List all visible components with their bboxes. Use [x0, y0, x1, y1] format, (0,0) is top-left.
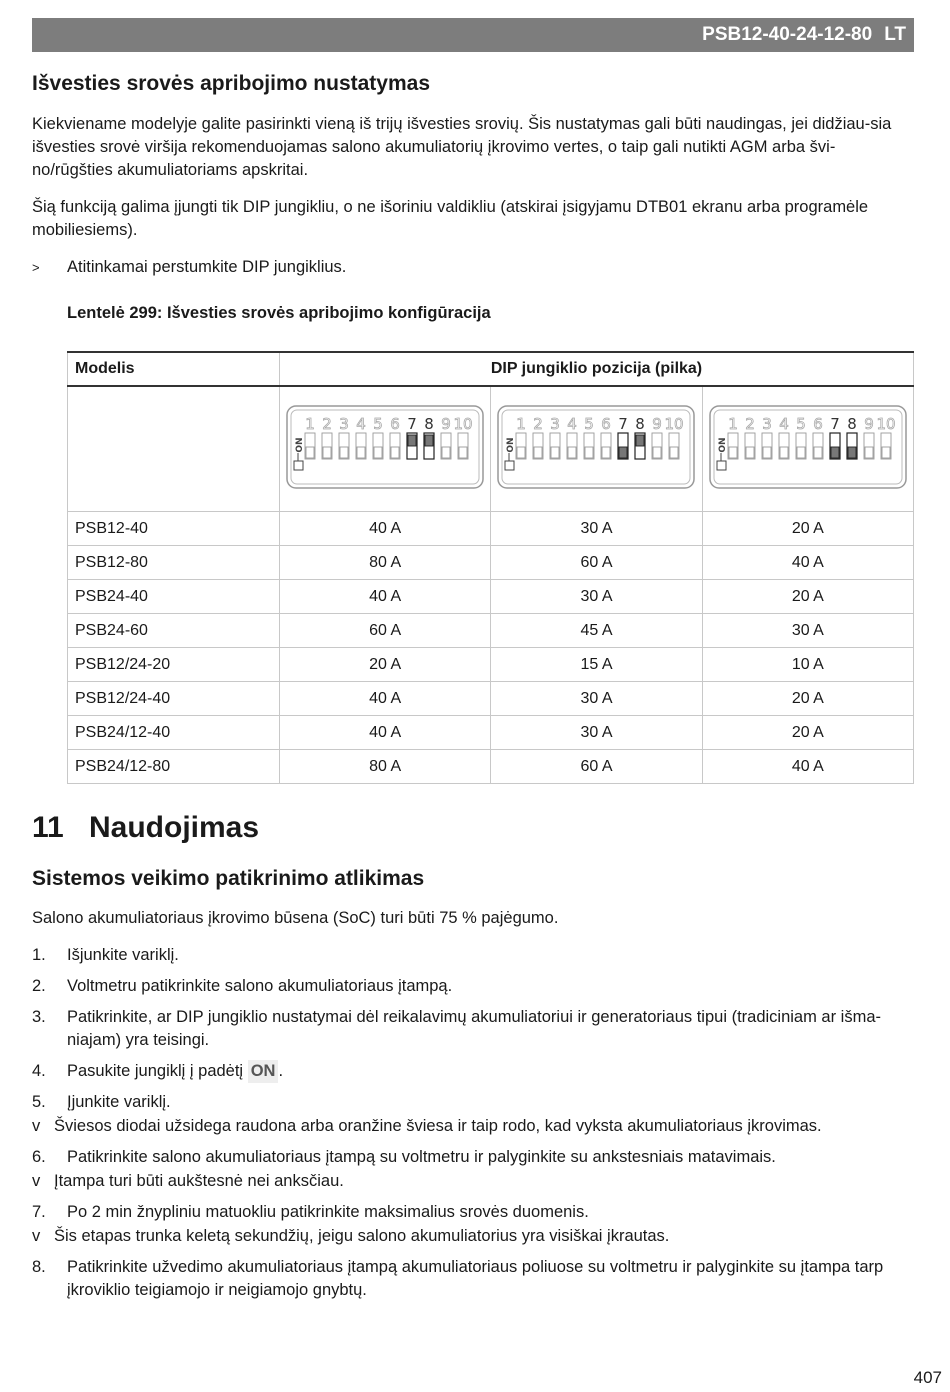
- switch-slot: [652, 433, 662, 459]
- instruction-text: Atitinkamai perstumkite DIP jungiklius.: [67, 258, 347, 276]
- switch-slot: [830, 433, 840, 459]
- instruction-bullet: [32, 256, 632, 280]
- table-row: [68, 512, 914, 546]
- switch-slot: [356, 433, 366, 459]
- switch-slot: [441, 433, 451, 459]
- step-item: [32, 944, 912, 967]
- step-text: Išjunkite variklį.: [67, 946, 179, 964]
- model-cell: PSB12/24-40: [68, 682, 280, 716]
- switch-number-label: 7: [830, 414, 840, 433]
- value-cell-3: 20 A: [702, 580, 913, 614]
- step-item: [32, 1201, 912, 1248]
- table-header-dip: DIP jungiklio pozicija (pilka): [280, 352, 914, 386]
- steps-list: [32, 944, 912, 1310]
- on-label: ON: [295, 436, 306, 453]
- value-cell-3: 30 A: [702, 614, 913, 648]
- step-number: 2.: [32, 977, 46, 995]
- switch-number-label: 5: [796, 414, 806, 433]
- switch-slot: [762, 433, 772, 459]
- model-cell: PSB24/12-80: [68, 750, 280, 784]
- switch-slot: [881, 433, 891, 459]
- step-text: Patikrinkite, ar DIP jungiklio nustatymai dėl reikalavimų akumuliatoriui ir generatoriaus tipui (tradiciniam ar išma-niajam) yra teisingi.: [67, 1008, 882, 1049]
- switch-number-label: 3: [339, 414, 349, 433]
- switch-number-label: 1: [516, 414, 527, 433]
- value-cell-3: 20 A: [702, 512, 913, 546]
- value-cell-2: 30 A: [491, 716, 702, 750]
- step-text-end: .: [278, 1062, 284, 1080]
- value-cell-2: 60 A: [491, 750, 702, 784]
- value-cell-1: 80 A: [280, 750, 491, 784]
- switch-slot: [550, 433, 560, 459]
- value-cell-2: 45 A: [491, 614, 702, 648]
- value-cell-1: 60 A: [280, 614, 491, 648]
- switch-knob: [306, 447, 314, 458]
- value-cell-3: 10 A: [702, 648, 913, 682]
- result-text: Įtampa turi būti aukštesnė nei anksčiau.: [54, 1172, 344, 1190]
- switch-number-label: 8: [635, 414, 646, 433]
- switch-knob: [374, 447, 382, 458]
- section-title-current-limit: Išvesties srovės apribojimo nustatymas: [32, 72, 431, 95]
- switch-knob: [797, 447, 805, 458]
- switch-knob: [585, 447, 593, 458]
- model-cell: PSB12-40: [68, 512, 280, 546]
- switch-number-label: 5: [373, 414, 383, 433]
- step-text: Patikrinkite užvedimo akumuliatoriaus įtampą akumuliatoriaus poliuose su voltmetru ir palyginkite su įtampa tarp įkroviklio teigiamojo ir neigiamojo gnybtų.: [67, 1258, 884, 1299]
- table-caption: Lentelė 299: Išvesties srovės apribojimo konfigūracija: [67, 304, 491, 322]
- switch-knob: [780, 447, 788, 458]
- chapter-heading: [32, 811, 259, 845]
- switch-slot: [618, 433, 628, 459]
- switch-slot: [728, 433, 738, 459]
- switch-knob: [848, 447, 856, 458]
- value-cell-1: 40 A: [280, 580, 491, 614]
- switch-number-label: 5: [584, 414, 595, 433]
- step-number: 3.: [32, 1008, 46, 1026]
- bullet-arrow-icon: >: [32, 260, 40, 275]
- off-reference-box: [717, 461, 726, 470]
- table-row: [68, 614, 914, 648]
- value-cell-1: 80 A: [280, 546, 491, 580]
- switch-number-label: 10: [453, 414, 473, 433]
- value-cell-2: 15 A: [491, 648, 702, 682]
- switch-slot: [424, 433, 434, 459]
- switch-number-label: 7: [407, 414, 417, 433]
- value-cell-1: 40 A: [280, 682, 491, 716]
- switch-knob: [636, 435, 644, 446]
- switch-slot: [322, 433, 332, 459]
- switch-knob: [459, 447, 467, 458]
- value-cell-2: 30 A: [491, 512, 702, 546]
- dip-row-empty-cell: [68, 386, 280, 512]
- switch-knob: [602, 447, 610, 458]
- step-text: Po 2 min žnypliniu matuokliu patikrinkite maksimalius srovės duomenis.: [67, 1203, 589, 1221]
- switch-knob: [814, 447, 822, 458]
- model-cell: PSB24-40: [68, 580, 280, 614]
- step-item: [32, 1091, 912, 1138]
- step-result: [32, 1170, 877, 1193]
- page-header: [32, 18, 914, 52]
- header-language: LT: [884, 24, 906, 45]
- switch-slot: [864, 433, 874, 459]
- value-cell-2: 30 A: [491, 580, 702, 614]
- switch-slot: [305, 433, 315, 459]
- header-model: PSB12-40-24-12-80: [702, 24, 873, 45]
- switch-number-label: 9: [864, 414, 874, 433]
- step-item: [32, 1006, 912, 1052]
- switch-knob: [882, 447, 890, 458]
- switch-slot: [601, 433, 611, 459]
- switch-slot: [779, 433, 789, 459]
- table-row: [68, 750, 914, 784]
- switch-number-label: 2: [322, 414, 332, 433]
- off-reference-box: [505, 461, 514, 470]
- page-number: 407: [913, 1368, 942, 1387]
- table-header-model: Modelis: [68, 352, 280, 386]
- step-result: [32, 1225, 877, 1248]
- switch-number-label: 6: [601, 414, 612, 433]
- switch-number-label: 4: [356, 414, 366, 433]
- value-cell-3: 20 A: [702, 716, 913, 750]
- dip-cell-1: [280, 386, 491, 512]
- switch-knob: [323, 447, 331, 458]
- switch-knob: [831, 447, 839, 458]
- step-number: 5.: [32, 1093, 46, 1111]
- switch-number-label: 6: [390, 414, 400, 433]
- switch-knob: [865, 447, 873, 458]
- switch-number-label: 9: [652, 414, 663, 433]
- switch-number-label: 10: [664, 414, 685, 433]
- switch-number-label: 8: [424, 414, 434, 433]
- switch-knob: [534, 447, 542, 458]
- result-chevron-icon: v: [32, 1117, 41, 1135]
- switch-number-label: 1: [305, 414, 315, 433]
- step-number: 8.: [32, 1258, 46, 1276]
- on-label: ON: [717, 436, 728, 453]
- on-key-label: ON: [248, 1060, 279, 1083]
- step-number: 6.: [32, 1148, 46, 1166]
- switch-knob: [517, 447, 525, 458]
- current-limit-table: [67, 351, 914, 784]
- chapter-title: Naudojimas: [89, 811, 260, 844]
- switch-knob: [408, 435, 416, 446]
- dip-switch-diagram-1: [286, 405, 484, 494]
- switch-slot: [390, 433, 400, 459]
- switch-number-label: 3: [762, 414, 772, 433]
- switch-slot: [373, 433, 383, 459]
- switch-slot: [339, 433, 349, 459]
- switch-number-label: 2: [533, 414, 544, 433]
- dip-switch-diagram-2: [497, 405, 695, 494]
- switch-knob: [340, 447, 348, 458]
- step-text: Voltmetru patikrinkite salono akumuliatoriaus įtampą.: [67, 977, 453, 995]
- switch-number-label: 6: [813, 414, 823, 433]
- section-title-system-check: Sistemos veikimo patikrinimo atlikimas: [32, 867, 425, 890]
- switch-number-label: 1: [728, 414, 738, 433]
- switch-knob: [391, 447, 399, 458]
- result-chevron-icon: v: [32, 1227, 41, 1245]
- dip-cell-3: [702, 386, 913, 512]
- switch-slot: [458, 433, 468, 459]
- switch-slot: [567, 433, 577, 459]
- value-cell-1: 20 A: [280, 648, 491, 682]
- chapter-number: 11: [32, 811, 64, 844]
- value-cell-1: 40 A: [280, 512, 491, 546]
- switch-number-label: 9: [441, 414, 451, 433]
- model-cell: PSB12-80: [68, 546, 280, 580]
- switch-knob: [551, 447, 559, 458]
- switch-slot: [796, 433, 806, 459]
- dip-switch-svg: [286, 405, 484, 489]
- dip-cell-2: [491, 386, 702, 512]
- off-reference-box: [294, 461, 303, 470]
- step-number: 7.: [32, 1203, 46, 1221]
- switch-slot: [745, 433, 755, 459]
- switch-slot: [407, 433, 417, 459]
- value-cell-1: 40 A: [280, 716, 491, 750]
- switch-number-label: 8: [847, 414, 857, 433]
- value-cell-3: 20 A: [702, 682, 913, 716]
- step-item: [32, 1146, 912, 1193]
- switch-number-label: 7: [618, 414, 629, 433]
- switch-knob: [653, 447, 661, 458]
- switch-number-label: 4: [779, 414, 789, 433]
- model-cell: PSB24-60: [68, 614, 280, 648]
- step-item: [32, 1060, 912, 1083]
- paragraph-dip-only: Šią funkciją galima įjungti tik DIP jungikliu, o ne išoriniu valdikliu (atskirai įsigyjamu DTB01 ekranu arba programėle mobiliesiems).: [32, 198, 869, 239]
- switch-knob: [357, 447, 365, 458]
- switch-knob: [763, 447, 771, 458]
- switch-knob: [442, 447, 450, 458]
- dip-switch-svg: [497, 405, 695, 489]
- table-row: [68, 648, 914, 682]
- model-cell: PSB12/24-20: [68, 648, 280, 682]
- paragraph-soc: Salono akumuliatoriaus įkrovimo būsena (SoC) turi būti 75 % pajėgumo.: [32, 909, 559, 927]
- switch-slot: [669, 433, 679, 459]
- table-row: [68, 580, 914, 614]
- step-number: 4.: [32, 1062, 46, 1080]
- switch-number-label: 10: [876, 414, 896, 433]
- switch-slot: [813, 433, 823, 459]
- step-item: [32, 975, 912, 998]
- dip-diagram-row: [68, 386, 914, 512]
- dip-switch-svg: [709, 405, 907, 489]
- switch-slot: [635, 433, 645, 459]
- paragraph-intro: Kiekviename modelyje galite pasirinkti vieną iš trijų išvesties srovių. Šis nustatymas gali būti naudingas, jei didžiau-sia išvesties srovė viršija rekomenduojamas salono akumuliatorių įkrovimo vertes, o taip gali nutikti AGM arba švi-no/rūgšties akumuliatoriams apskritai.: [32, 115, 892, 179]
- model-cell: PSB24/12-40: [68, 716, 280, 750]
- value-cell-2: 60 A: [491, 546, 702, 580]
- on-label: ON: [506, 436, 517, 453]
- switch-knob: [670, 447, 678, 458]
- step-item: [32, 1256, 912, 1302]
- result-chevron-icon: v: [32, 1172, 41, 1190]
- step-text: Pasukite jungiklį į padėtį: [67, 1062, 244, 1080]
- switch-number-label: 4: [567, 414, 578, 433]
- switch-slot: [516, 433, 526, 459]
- result-text: Šis etapas trunka keletą sekundžių, jeigu salono akumuliatorius yra visiškai įkrautas.: [54, 1227, 670, 1245]
- switch-knob: [619, 447, 627, 458]
- table-row: [68, 682, 914, 716]
- switch-number-label: 2: [745, 414, 755, 433]
- switch-knob: [568, 447, 576, 458]
- step-text: Įjunkite variklį.: [67, 1093, 171, 1111]
- value-cell-3: 40 A: [702, 750, 913, 784]
- switch-slot: [847, 433, 857, 459]
- step-text: Patikrinkite salono akumuliatoriaus įtampą su voltmetru ir palyginkite su ankstesniais matavimais.: [67, 1148, 776, 1166]
- value-cell-2: 30 A: [491, 682, 702, 716]
- step-number: 1.: [32, 946, 46, 964]
- step-result: [32, 1115, 877, 1138]
- switch-number-label: 3: [550, 414, 561, 433]
- switch-knob: [729, 447, 737, 458]
- dip-switch-diagram-3: [709, 405, 907, 494]
- value-cell-3: 40 A: [702, 546, 913, 580]
- table-row: [68, 546, 914, 580]
- switch-knob: [746, 447, 754, 458]
- table-row: [68, 716, 914, 750]
- switch-slot: [533, 433, 543, 459]
- result-text: Šviesos diodai užsidega raudona arba oranžine šviesa ir taip rodo, kad vyksta akumuliatoriaus įkrovimas.: [54, 1117, 822, 1135]
- switch-slot: [584, 433, 594, 459]
- switch-knob: [425, 435, 433, 446]
